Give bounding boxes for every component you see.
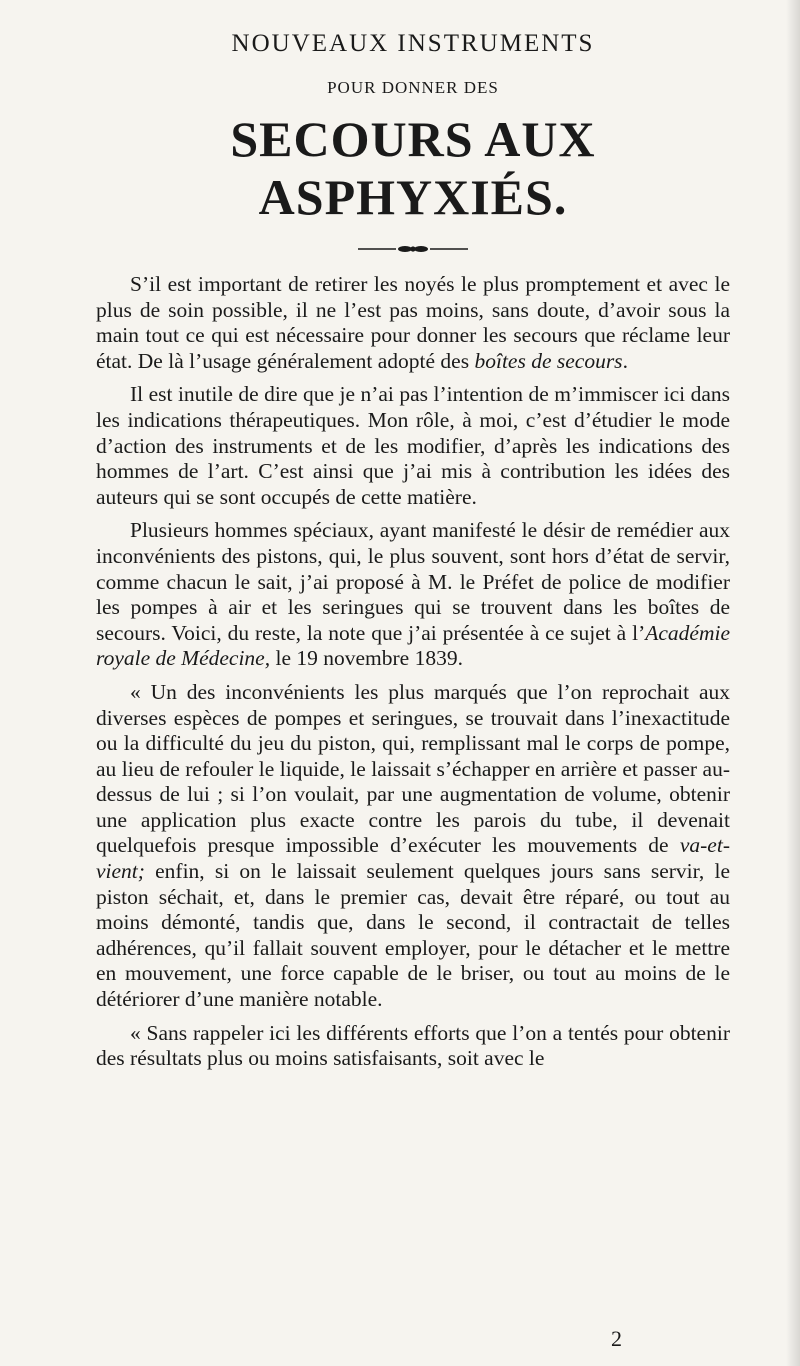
paragraph-2: Il est inutile de dire que je n’ai pas l’intention de m’immiscer ici dans les indications thérapeutiques. Mon rôle, à moi, c’est d’étudier le mode d’action des instruments et de les modifier, d’après les indications des hommes de l’art. C’est ainsi que j’ai mis à contribution les idées des auteurs qui se sont occupés de cette matière. <box>96 382 730 509</box>
title-line-1: NOUVEAUX INSTRUMENTS <box>231 30 595 57</box>
paragraph-5: « Sans rappeler ici les différents efforts que l’on a tentés pour obtenir des résultats plus ou moins satisfaisants, soit avec le <box>96 1020 730 1071</box>
body-text <box>96 272 730 1072</box>
ornament-rule-icon <box>358 244 468 254</box>
title-main: SECOURS AUX ASPHYXIÉS. <box>230 111 596 225</box>
paragraph-4: « Un des inconvénients les plus marqués que l’on reprochait aux diverses espèces de pompes et seringues, se trouvait dans l’inexactitude ou la difficulté du jeu du piston, qui, remplissant mal le corps de pompe, au lieu de refouler le liquide, le laissait s’échapper en arrière et passer au-dessus de lui ; si l’on voulait, par une augmentation de volume, obtenir une application plus exacte contre les parois du tube, il devenait quelquefois presque impossible d’exécuter les mouvements de va-et-vient; enfin, si on le laissait seulement quelques jours sans servir, le piston séchait, et, dans le premier cas, devait être réparé, ou tout au moins démonté, tandis que, dans le second, il contractait de telles adhérences, qu’il fallait souvent employer, pour le détacher et le mettre en mouvement, une force capable de le briser, ou tout au moins de le détériorer d’une manière notable. <box>96 679 730 1012</box>
title-line-2: POUR DONNER DES <box>327 78 499 97</box>
paragraph-1: S’il est important de retirer les noyés le plus promptement et avec le plus de soin possible, il ne l’est pas moins, sans doute, d’avoir sous la main tout ce qui est nécessaire pour donner les secours que réclame leur état. De là l’usage généralement adopté des boîtes de secours. <box>96 272 730 373</box>
paragraph-3: Plusieurs hommes spéciaux, ayant manifesté le désir de remédier aux inconvénients des pistons, qui, le plus souvent, sont hors d’état de servir, comme chacun le sait, j’ai proposé à M. le Préfet de police de modifier les pompes à air et les seringues qui se trouvent dans les boîtes de secours. Voici, du reste, la note que j’ai présentée à ce sujet à l’Académie royale de Médecine, le 19 novembre 1839. <box>96 518 730 671</box>
page-number: 2 <box>611 1326 622 1351</box>
page-edge-shadow <box>786 0 800 1366</box>
